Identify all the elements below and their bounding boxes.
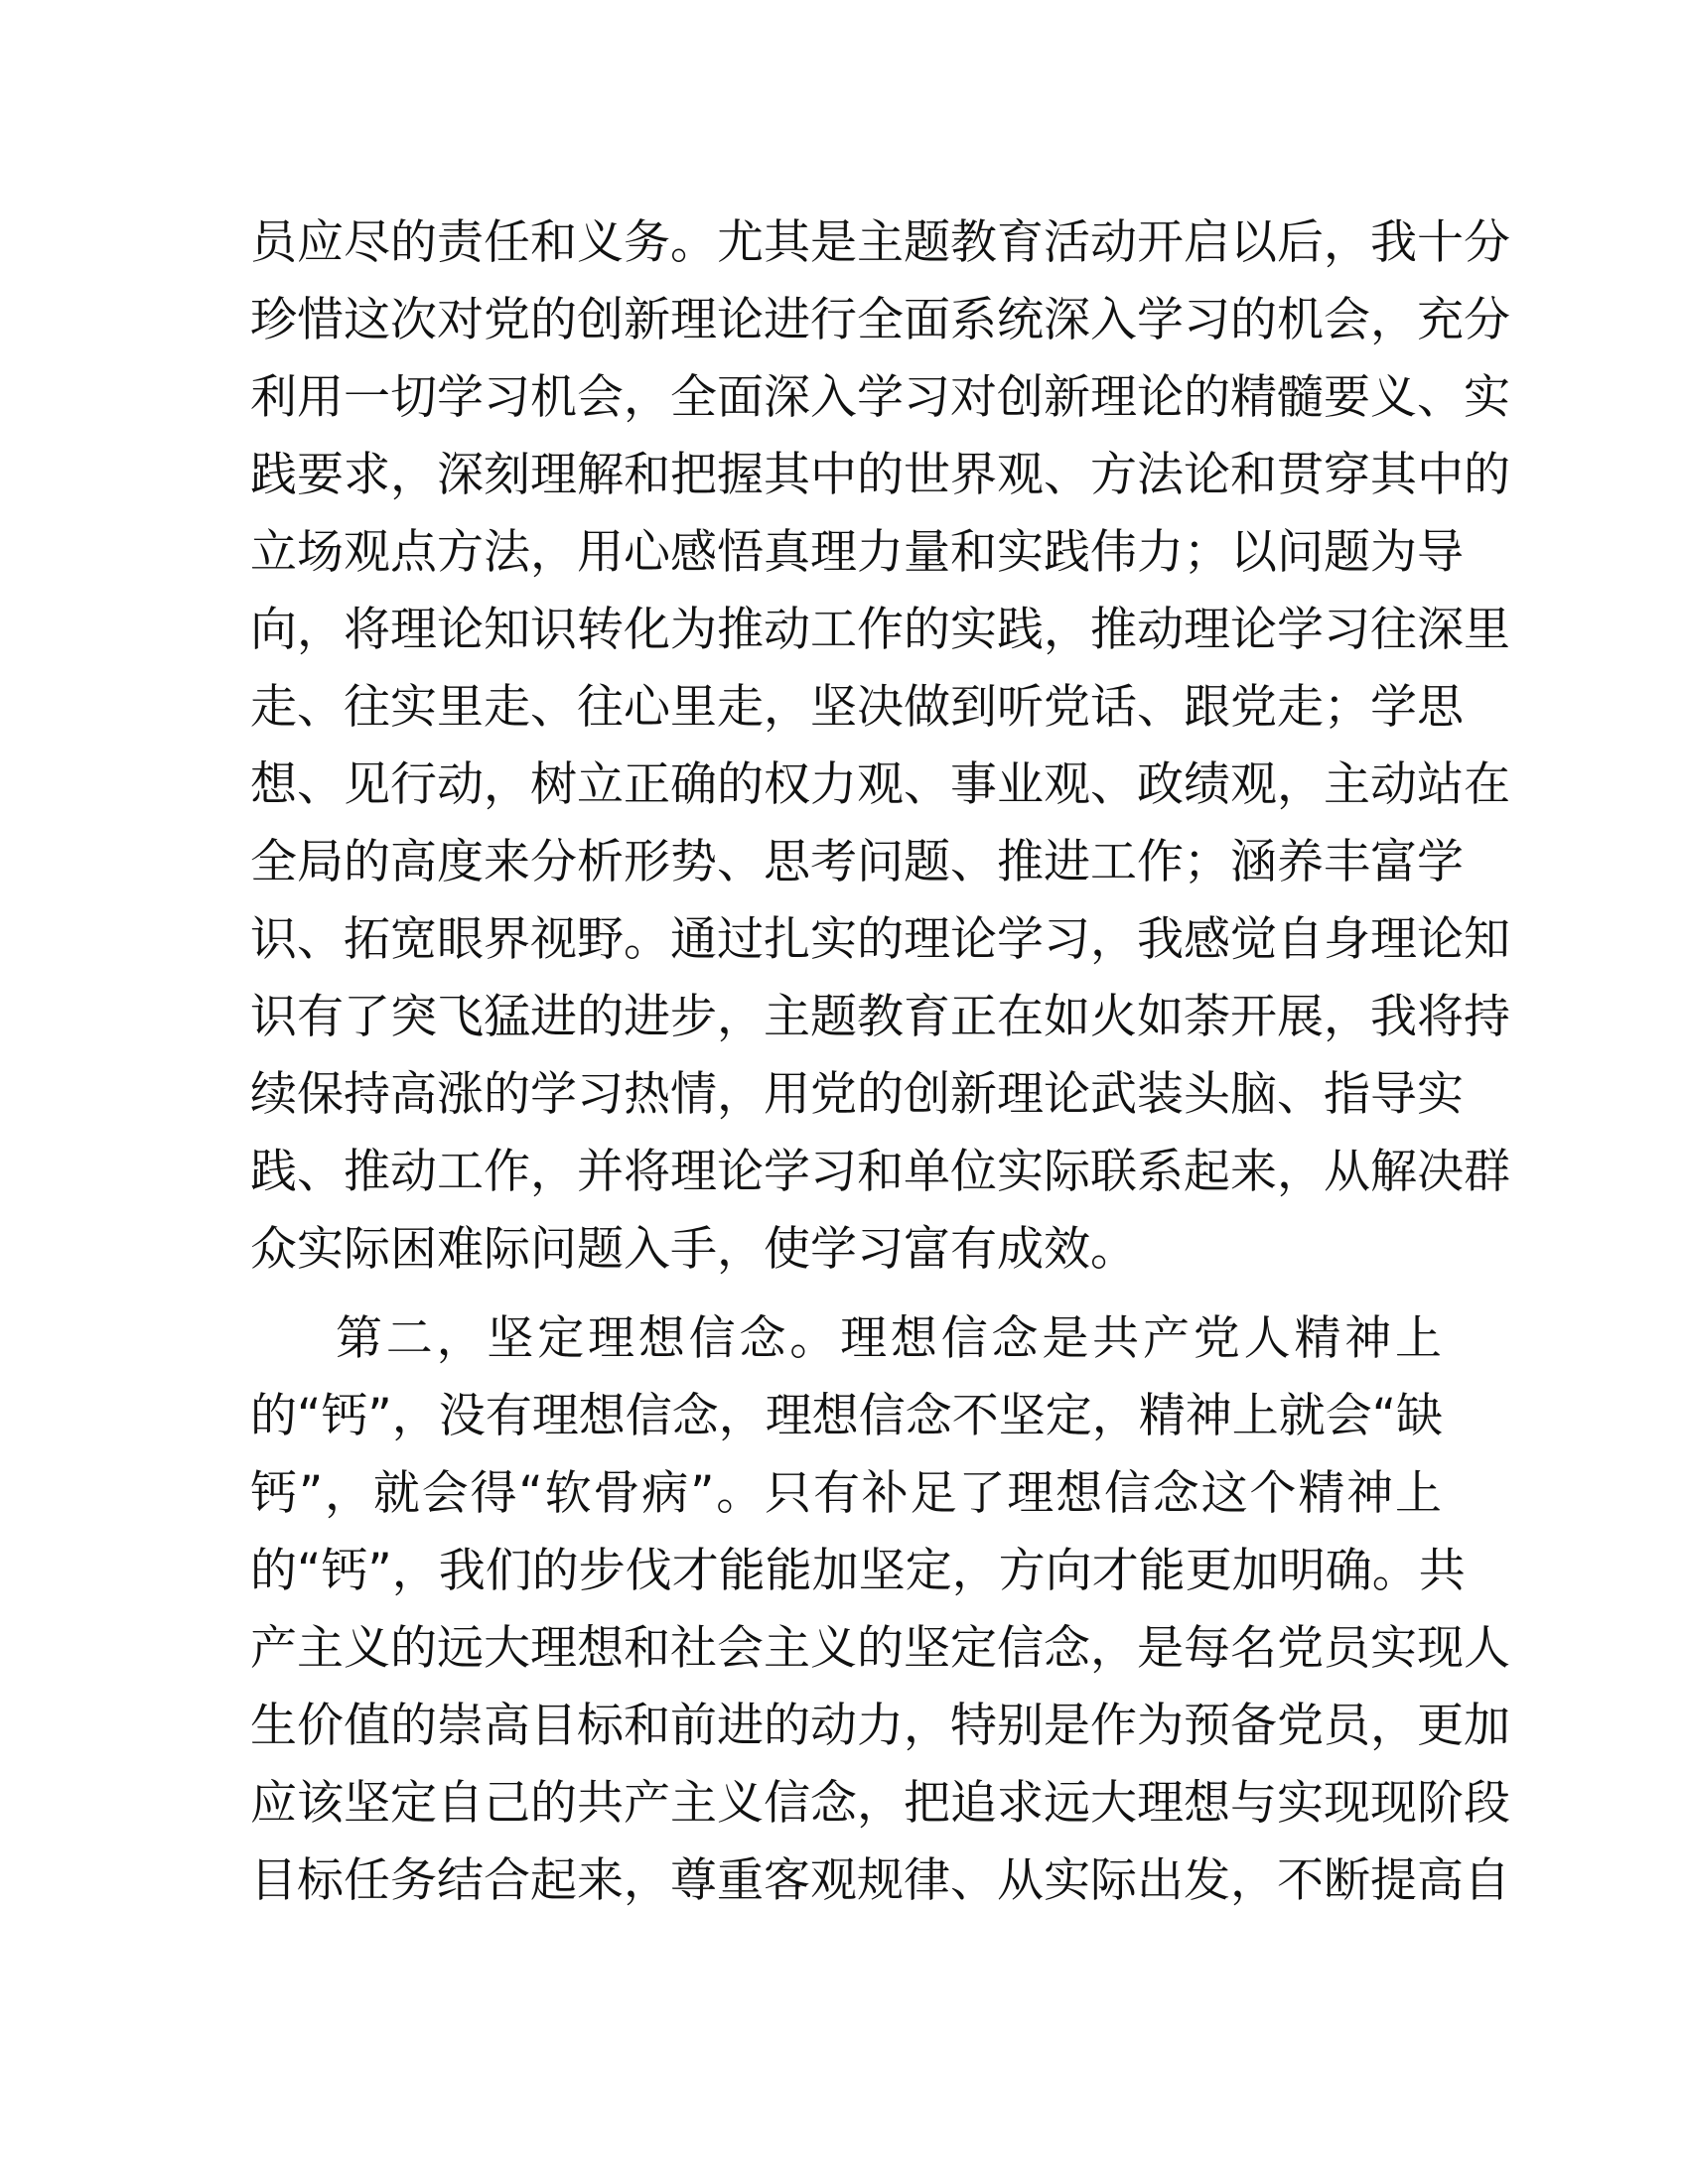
text-line: 向，将理论知识转化为推动工作的实践，推动理论学习往深里 <box>250 603 1510 657</box>
text-line: 目标任务结合起来，尊重客观规律、从实际出发，不断提高自 <box>250 1853 1510 1908</box>
text-line: 走、往实里走、往心里走，坚决做到听党话、跟党走；学思 <box>250 680 1464 735</box>
text-line: 员应尽的责任和义务。尤其是主题教育活动开启以后，我十分 <box>250 215 1510 270</box>
paragraph-heading-line: 第二，坚定理想信念。理想信念是共产党人精神上 <box>336 1311 1442 1366</box>
text-line: 应该坚定自己的共产主义信念，把追求远大理想与实现现阶段 <box>250 1776 1510 1831</box>
text-line: 识有了突飞猛进的进步，主题教育正在如火如荼开展，我将持 <box>250 990 1510 1044</box>
text-line: 想、见行动，树立正确的权力观、事业观、政绩观，主动站在 <box>250 757 1510 812</box>
text-line: 践要求，深刻理解和把握其中的世界观、方法论和贯穿其中的 <box>250 448 1510 502</box>
text-line: 珍惜这次对党的创新理论进行全面系统深入学习的机会，充分 <box>250 293 1510 347</box>
text-line: 识、拓宽眼界视野。通过扎实的理论学习，我感觉自身理论知 <box>250 912 1510 967</box>
text-line: 产主义的远大理想和社会主义的坚定信念，是每名党员实现人 <box>250 1621 1510 1676</box>
text-line: 续保持高涨的学习热情，用党的创新理论武装头脑、指导实 <box>250 1067 1464 1122</box>
text-line: 的“钙”，没有理想信念，理想信念不坚定，精神上就会“缺 <box>250 1389 1444 1443</box>
text-line: 的“钙”，我们的步伐才能能加坚定，方向才能更加明确。共 <box>250 1544 1466 1598</box>
text-line: 立场观点方法，用心感悟真理力量和实践伟力；以问题为导 <box>250 525 1464 580</box>
text-line: 生价值的崇高目标和前进的动力，特别是作为预备党员，更加 <box>250 1699 1510 1753</box>
text-line: 众实际困难际问题入手，使学习富有成效。 <box>250 1222 1137 1277</box>
text-line: 钙”，就会得“软骨病”。只有补足了理想信念这个精神上 <box>250 1466 1442 1521</box>
text-line: 利用一切学习机会，全面深入学习对创新理论的精髓要义、实 <box>250 370 1510 425</box>
text-line: 全局的高度来分析形势、思考问题、推进工作；涵养丰富学 <box>250 835 1464 889</box>
text-line: 践、推动工作，并将理论学习和单位实际联系起来，从解决群 <box>250 1145 1510 1199</box>
